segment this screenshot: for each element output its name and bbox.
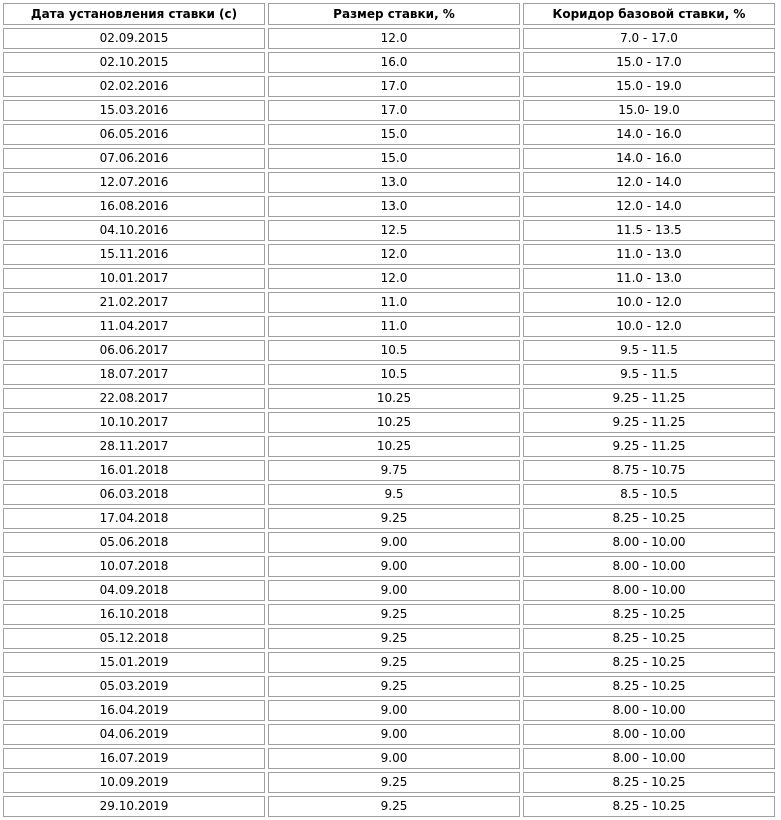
cell-corridor: 8.25 - 10.25	[523, 628, 775, 649]
table-row	[3, 220, 775, 241]
cell-date: 07.06.2016	[3, 148, 265, 169]
cell-date: 17.04.2018	[3, 508, 265, 529]
table-row	[3, 292, 775, 313]
cell-rate: 10.25	[268, 412, 520, 433]
cell-date: 10.07.2018	[3, 556, 265, 577]
cell-rate: 15.0	[268, 124, 520, 145]
cell-rate: 9.00	[268, 700, 520, 721]
cell-corridor: 8.00 - 10.00	[523, 700, 775, 721]
cell-corridor: 15.0 - 19.0	[523, 76, 775, 97]
cell-corridor: 9.5 - 11.5	[523, 340, 775, 361]
cell-date: 02.09.2015	[3, 28, 265, 49]
cell-rate: 9.25	[268, 604, 520, 625]
cell-rate: 9.75	[268, 460, 520, 481]
cell-corridor: 9.5 - 11.5	[523, 364, 775, 385]
table-row	[3, 436, 775, 457]
cell-corridor: 7.0 - 17.0	[523, 28, 775, 49]
cell-date: 15.11.2016	[3, 244, 265, 265]
cell-date: 05.03.2019	[3, 676, 265, 697]
cell-corridor: 11.0 - 13.0	[523, 268, 775, 289]
cell-corridor: 11.5 - 13.5	[523, 220, 775, 241]
cell-date: 06.03.2018	[3, 484, 265, 505]
cell-date: 12.07.2016	[3, 172, 265, 193]
cell-date: 05.12.2018	[3, 628, 265, 649]
cell-date: 02.02.2016	[3, 76, 265, 97]
table-row	[3, 148, 775, 169]
cell-corridor: 8.5 - 10.5	[523, 484, 775, 505]
table-row	[3, 604, 775, 625]
column-header-date: Дата установления ставки (с)	[3, 3, 265, 25]
table-row	[3, 364, 775, 385]
cell-date: 10.09.2019	[3, 772, 265, 793]
table-row	[3, 124, 775, 145]
cell-date: 28.11.2017	[3, 436, 265, 457]
table-row	[3, 100, 775, 121]
cell-date: 11.04.2017	[3, 316, 265, 337]
cell-date: 16.08.2016	[3, 196, 265, 217]
cell-corridor: 12.0 - 14.0	[523, 196, 775, 217]
cell-rate: 9.25	[268, 652, 520, 673]
cell-date: 06.05.2016	[3, 124, 265, 145]
table-row	[3, 748, 775, 769]
table-row	[3, 52, 775, 73]
cell-corridor: 8.25 - 10.25	[523, 652, 775, 673]
table-row	[3, 556, 775, 577]
table-row	[3, 244, 775, 265]
cell-corridor: 8.00 - 10.00	[523, 532, 775, 553]
column-header-rate: Размер ставки, %	[268, 3, 520, 25]
cell-date: 16.04.2019	[3, 700, 265, 721]
cell-rate: 10.25	[268, 436, 520, 457]
table-row	[3, 484, 775, 505]
cell-date: 10.10.2017	[3, 412, 265, 433]
cell-corridor: 10.0 - 12.0	[523, 316, 775, 337]
cell-corridor: 8.25 - 10.25	[523, 796, 775, 817]
table-row	[3, 340, 775, 361]
cell-rate: 10.5	[268, 364, 520, 385]
cell-corridor: 15.0- 19.0	[523, 100, 775, 121]
header-row	[3, 3, 775, 25]
cell-rate: 11.0	[268, 316, 520, 337]
cell-corridor: 11.0 - 13.0	[523, 244, 775, 265]
cell-rate: 9.25	[268, 628, 520, 649]
cell-corridor: 8.00 - 10.00	[523, 748, 775, 769]
cell-rate: 11.0	[268, 292, 520, 313]
cell-corridor: 8.00 - 10.00	[523, 556, 775, 577]
table-row	[3, 532, 775, 553]
cell-corridor: 15.0 - 17.0	[523, 52, 775, 73]
cell-corridor: 10.0 - 12.0	[523, 292, 775, 313]
table-row	[3, 796, 775, 817]
cell-corridor: 9.25 - 11.25	[523, 436, 775, 457]
cell-corridor: 8.25 - 10.25	[523, 604, 775, 625]
table-row	[3, 268, 775, 289]
cell-rate: 9.00	[268, 556, 520, 577]
cell-corridor: 14.0 - 16.0	[523, 148, 775, 169]
cell-corridor: 9.25 - 11.25	[523, 412, 775, 433]
cell-rate: 15.0	[268, 148, 520, 169]
cell-rate: 17.0	[268, 76, 520, 97]
cell-rate: 9.00	[268, 748, 520, 769]
table-row	[3, 628, 775, 649]
table-row	[3, 388, 775, 409]
cell-date: 22.08.2017	[3, 388, 265, 409]
cell-date: 10.01.2017	[3, 268, 265, 289]
cell-rate: 12.0	[268, 244, 520, 265]
cell-rate: 12.0	[268, 28, 520, 49]
cell-rate: 10.25	[268, 388, 520, 409]
table-row	[3, 196, 775, 217]
cell-rate: 17.0	[268, 100, 520, 121]
cell-date: 29.10.2019	[3, 796, 265, 817]
cell-corridor: 8.25 - 10.25	[523, 676, 775, 697]
cell-rate: 16.0	[268, 52, 520, 73]
cell-rate: 9.25	[268, 508, 520, 529]
table-row	[3, 460, 775, 481]
cell-corridor: 8.00 - 10.00	[523, 580, 775, 601]
table-row	[3, 172, 775, 193]
cell-date: 02.10.2015	[3, 52, 265, 73]
cell-corridor: 8.75 - 10.75	[523, 460, 775, 481]
table-row	[3, 772, 775, 793]
table-row	[3, 580, 775, 601]
cell-rate: 9.25	[268, 772, 520, 793]
cell-date: 15.01.2019	[3, 652, 265, 673]
column-header-corridor: Коридор базовой ставки, %	[523, 3, 775, 25]
table-body	[3, 28, 775, 817]
cell-rate: 9.25	[268, 796, 520, 817]
table-row	[3, 652, 775, 673]
cell-date: 16.07.2019	[3, 748, 265, 769]
cell-date: 15.03.2016	[3, 100, 265, 121]
cell-rate: 9.5	[268, 484, 520, 505]
table-row	[3, 316, 775, 337]
cell-date: 16.01.2018	[3, 460, 265, 481]
cell-corridor: 8.00 - 10.00	[523, 724, 775, 745]
cell-rate: 12.5	[268, 220, 520, 241]
cell-rate: 13.0	[268, 172, 520, 193]
table-row	[3, 508, 775, 529]
cell-rate: 9.00	[268, 580, 520, 601]
table-row	[3, 724, 775, 745]
cell-date: 04.09.2018	[3, 580, 265, 601]
cell-date: 05.06.2018	[3, 532, 265, 553]
cell-date: 06.06.2017	[3, 340, 265, 361]
cell-corridor: 12.0 - 14.0	[523, 172, 775, 193]
cell-rate: 10.5	[268, 340, 520, 361]
cell-rate: 12.0	[268, 268, 520, 289]
cell-corridor: 14.0 - 16.0	[523, 124, 775, 145]
cell-date: 16.10.2018	[3, 604, 265, 625]
cell-rate: 13.0	[268, 196, 520, 217]
table-row	[3, 700, 775, 721]
table-row	[3, 76, 775, 97]
cell-corridor: 8.25 - 10.25	[523, 508, 775, 529]
cell-rate: 9.00	[268, 724, 520, 745]
cell-date: 18.07.2017	[3, 364, 265, 385]
cell-corridor: 9.25 - 11.25	[523, 388, 775, 409]
cell-corridor: 8.25 - 10.25	[523, 772, 775, 793]
cell-rate: 9.25	[268, 676, 520, 697]
table-row	[3, 28, 775, 49]
cell-date: 21.02.2017	[3, 292, 265, 313]
cell-date: 04.10.2016	[3, 220, 265, 241]
cell-date: 04.06.2019	[3, 724, 265, 745]
table-row	[3, 412, 775, 433]
table-row	[3, 676, 775, 697]
cell-rate: 9.00	[268, 532, 520, 553]
